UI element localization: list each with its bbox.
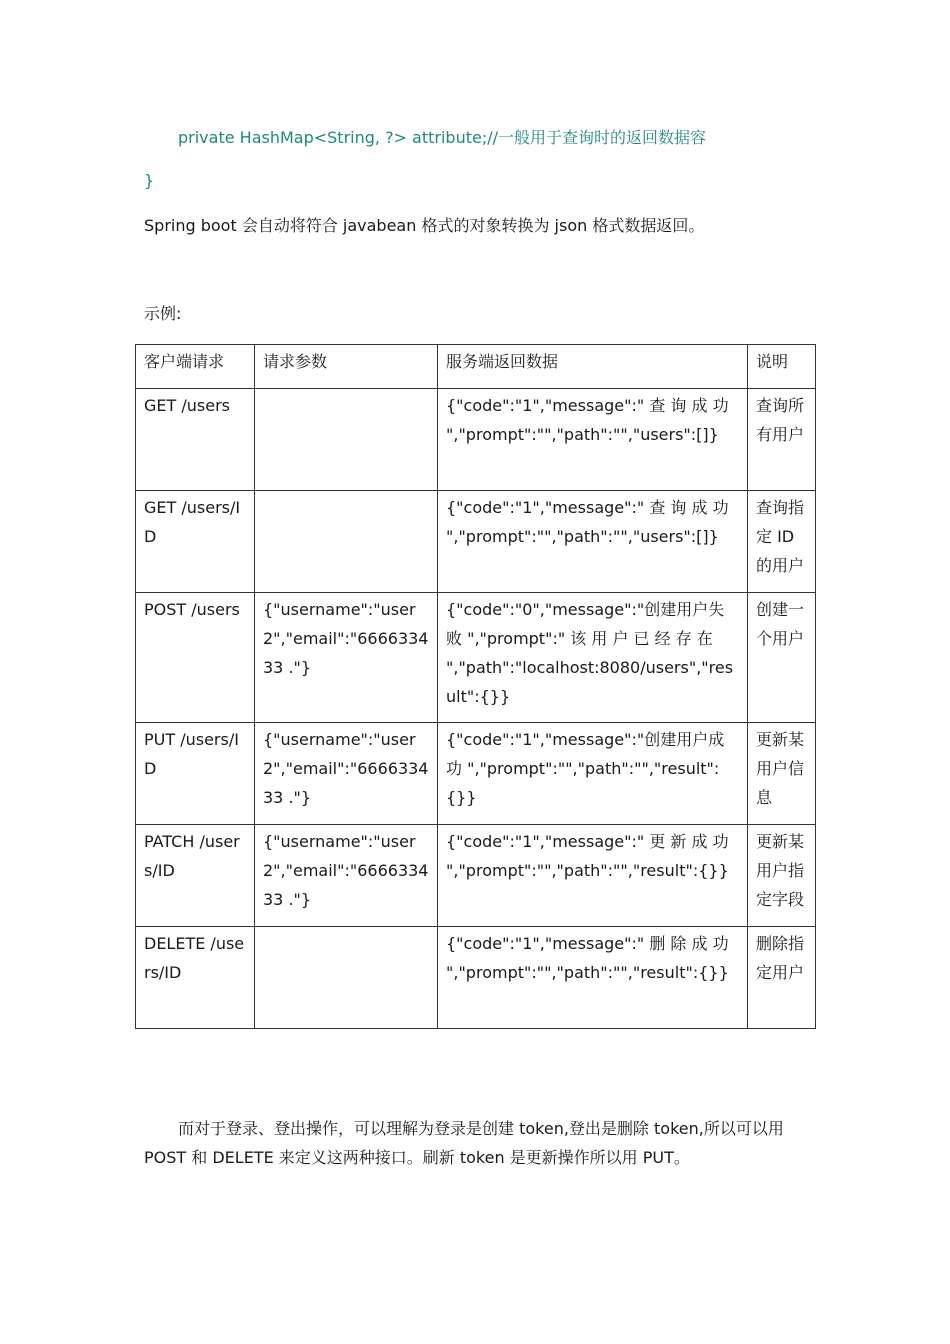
cell-desc: 查询指定 ID 的用户 xyxy=(748,491,816,593)
cell-request: GET /users/ID xyxy=(136,491,255,593)
cell-params xyxy=(255,927,438,1029)
table-row xyxy=(136,389,816,491)
cell-response: {"code":"0","message":"创建用户失败 ","prompt":" 该 用 户 已 经 存 在 ","path":"localhost:8080/users","result":{}} xyxy=(438,593,748,723)
header-client-request: 客户端请求 xyxy=(136,345,255,389)
cell-request: DELETE /users/ID xyxy=(136,927,255,1029)
table-row xyxy=(136,593,816,723)
cell-request: POST /users xyxy=(136,593,255,723)
code-line-closing-brace: } xyxy=(144,171,155,190)
cell-params: {"username":"user2","email":"666633433 ."} xyxy=(255,593,438,723)
cell-request: PUT /users/ID xyxy=(136,723,255,825)
cell-desc: 删除指定用户 xyxy=(748,927,816,1029)
cell-request: PATCH /users/ID xyxy=(136,825,255,927)
cell-params xyxy=(255,389,438,491)
cell-request: GET /users xyxy=(136,389,255,491)
cell-params xyxy=(255,491,438,593)
table-header-row xyxy=(136,345,816,389)
cell-params: {"username":"user2","email":"666633433 ."} xyxy=(255,825,438,927)
cell-desc: 创建一个用户 xyxy=(748,593,816,723)
cell-desc: 查询所有用户 xyxy=(748,389,816,491)
table-row xyxy=(136,927,816,1029)
paragraph-springboot: Spring boot 会自动将符合 javabean 格式的对象转换为 json 格式数据返回。 xyxy=(144,216,705,235)
cell-response: {"code":"1","message":" 查 询 成 功 ","prompt":"","path":"","users":[]} xyxy=(438,389,748,491)
cell-params: {"username":"user2","email":"666633433 ."} xyxy=(255,723,438,825)
example-label: 示例: xyxy=(144,304,182,323)
cell-response: {"code":"1","message":" 删 除 成 功 ","prompt":"","path":"","result":{}} xyxy=(438,927,748,1029)
table-row xyxy=(136,491,816,593)
header-description: 说明 xyxy=(748,345,816,389)
code-line-attribute: private HashMap<String, ?> attribute;//一般用于查询时的返回数据容 xyxy=(178,128,707,147)
paragraph-login-logout: 而对于登录、登出操作，可以理解为登录是创建 token,登出是删除 token,所以可以用 POST 和 DELETE 来定义这两种接口。刷新 token 是更新操作所以用 PUT。 xyxy=(144,1119,784,1167)
cell-desc: 更新某用户信息 xyxy=(748,723,816,825)
cell-response: {"code":"1","message":" 查 询 成 功 ","prompt":"","path":"","users":[]} xyxy=(438,491,748,593)
table-row xyxy=(136,723,816,825)
api-table xyxy=(135,344,816,1029)
cell-response: {"code":"1","message":" 更 新 成 功 ","prompt":"","path":"","result":{}} xyxy=(438,825,748,927)
header-request-params: 请求参数 xyxy=(255,345,438,389)
cell-desc: 更新某用户指定字段 xyxy=(748,825,816,927)
table-row xyxy=(136,825,816,927)
cell-response: {"code":"1","message":"创建用户成功 ","prompt":"","path":"","result":{}} xyxy=(438,723,748,825)
header-server-response: 服务端返回数据 xyxy=(438,345,748,389)
